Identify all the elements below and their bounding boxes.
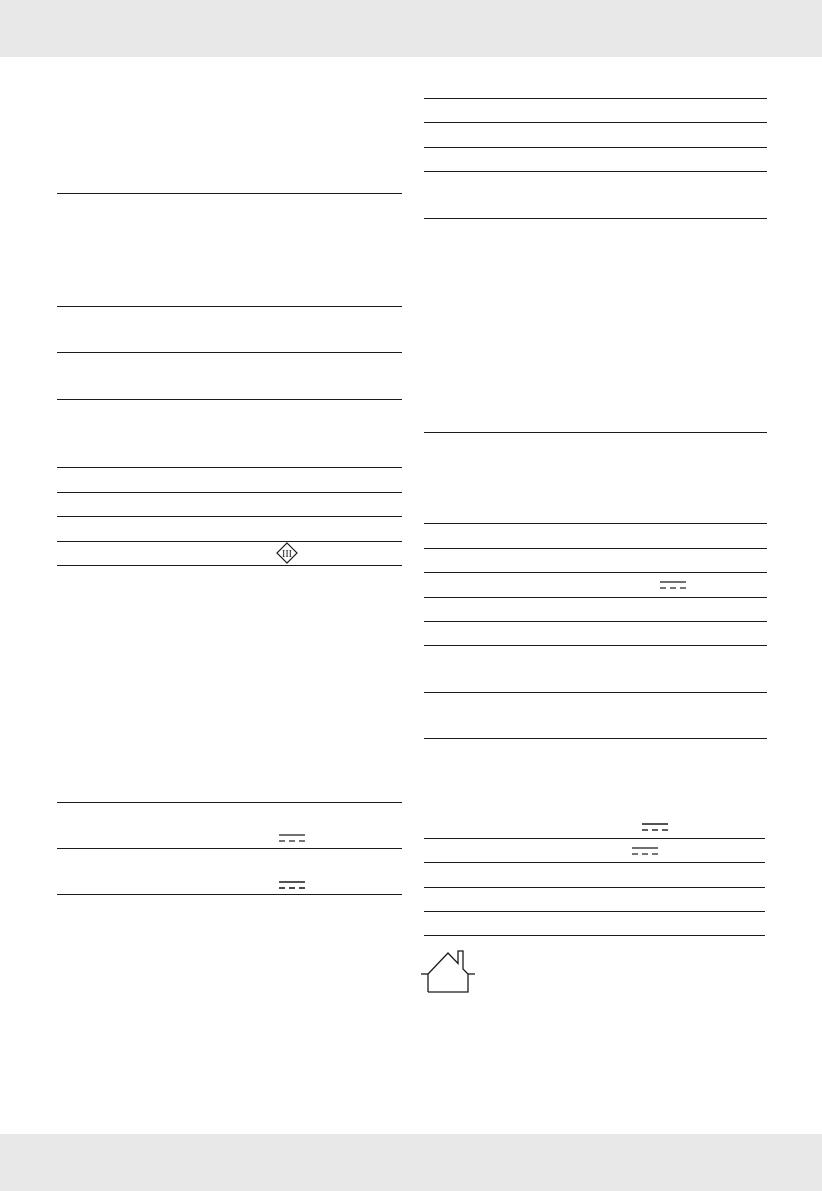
protection-class-III-icon xyxy=(276,542,298,564)
table-rule xyxy=(424,838,765,839)
table-rule xyxy=(57,306,402,307)
direct-current-icon xyxy=(278,833,306,843)
direct-current-icon xyxy=(631,846,659,856)
table-rule xyxy=(57,565,402,566)
svg-text:III: III xyxy=(282,548,292,560)
table-rule xyxy=(424,597,767,598)
indoor-use-house-icon xyxy=(418,944,478,996)
direct-current-icon xyxy=(278,880,306,890)
table-rule xyxy=(424,862,765,863)
direct-current-icon xyxy=(659,580,687,590)
direct-current-icon xyxy=(641,822,669,832)
table-rule xyxy=(424,692,767,693)
table-rule xyxy=(57,399,402,400)
table-rule xyxy=(424,621,767,622)
table-rule xyxy=(424,935,765,936)
table-rule xyxy=(424,911,765,912)
table-rule xyxy=(424,122,767,123)
table-rule xyxy=(57,516,402,517)
table-rule xyxy=(424,887,765,888)
header-band xyxy=(0,0,822,57)
table-rule xyxy=(424,98,767,99)
table-rule xyxy=(424,548,767,549)
footer-band xyxy=(0,1134,822,1191)
table-rule xyxy=(424,645,767,646)
table-rule xyxy=(57,193,402,194)
table-rule xyxy=(424,738,767,739)
table-rule xyxy=(57,894,402,895)
table-rule xyxy=(424,171,767,172)
table-rule xyxy=(57,492,402,493)
table-rule xyxy=(424,523,767,524)
table-rule xyxy=(424,432,767,433)
table-rule xyxy=(57,467,402,468)
table-rule xyxy=(57,802,402,803)
table-rule xyxy=(424,218,767,219)
table-rule xyxy=(57,848,402,849)
table-rule xyxy=(57,352,402,353)
table-rule xyxy=(57,541,402,542)
table-rule xyxy=(424,147,767,148)
table-rule xyxy=(424,572,767,573)
